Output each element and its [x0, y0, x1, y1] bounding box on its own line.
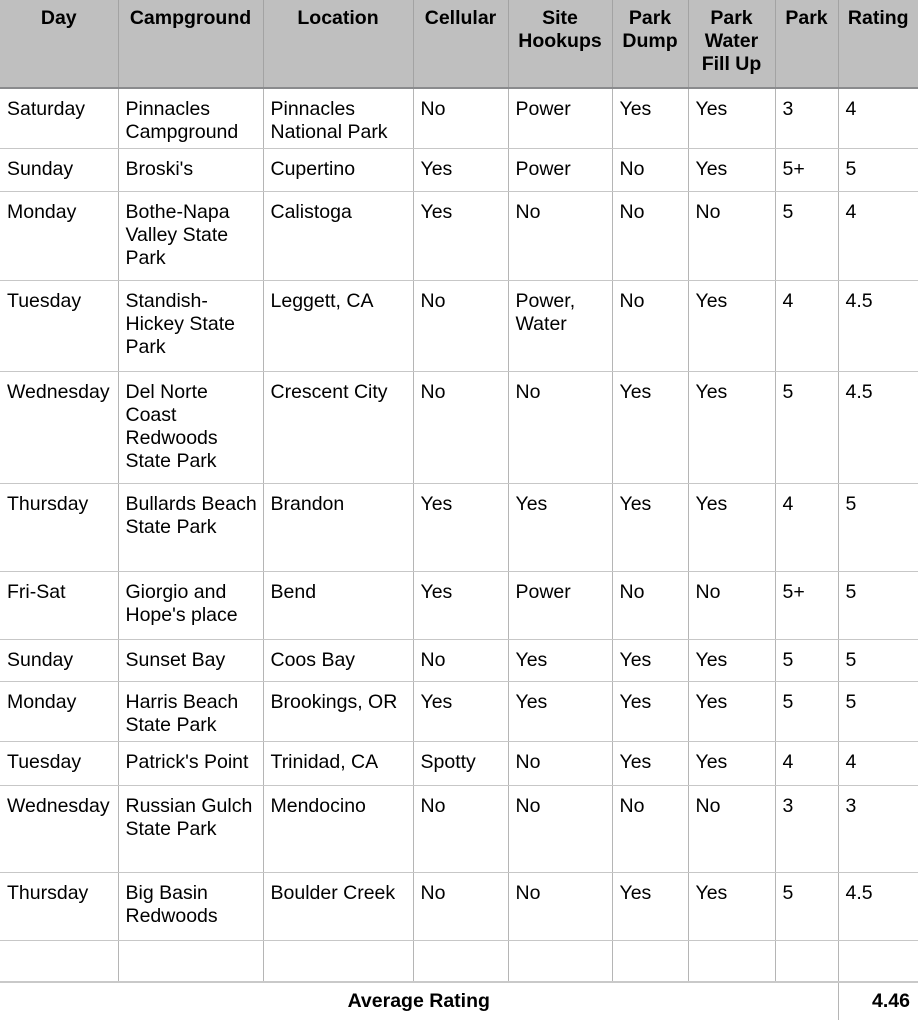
table-cell: Wednesday [0, 372, 118, 484]
table-cell: No [688, 572, 775, 640]
table-cell [612, 941, 688, 982]
table-cell [838, 941, 918, 982]
table-cell: Yes [508, 640, 612, 682]
col-header-park: Park [775, 0, 838, 88]
table-cell: Yes [688, 742, 775, 786]
table-cell: No [508, 742, 612, 786]
table-cell: Sunset Bay [118, 640, 263, 682]
table-cell: Yes [688, 484, 775, 572]
table-body [0, 88, 918, 982]
table-cell: No [508, 192, 612, 281]
average-rating-value: 4.46 [838, 982, 918, 1020]
table-cell: Yes [508, 484, 612, 572]
table-cell: Russian Gulch State Park [118, 786, 263, 873]
col-header-cellular: Cellular [413, 0, 508, 88]
table-cell: Yes [688, 682, 775, 742]
table-cell: Yes [508, 682, 612, 742]
table-cell: Monday [0, 192, 118, 281]
table-row [0, 372, 918, 484]
table-cell: 5 [775, 640, 838, 682]
table-cell: No [612, 281, 688, 372]
table-cell: Bothe-Napa Valley State Park [118, 192, 263, 281]
table-cell: Boulder Creek [263, 873, 413, 941]
table-cell: 5 [838, 484, 918, 572]
table-cell: Yes [612, 640, 688, 682]
table-cell: Del Norte Coast Redwoods State Park [118, 372, 263, 484]
table-cell: Standish-Hickey State Park [118, 281, 263, 372]
table-cell: Saturday [0, 88, 118, 149]
table-cell: Yes [413, 484, 508, 572]
table-cell: Trinidad, CA [263, 742, 413, 786]
table-cell: Crescent City [263, 372, 413, 484]
table-cell: 5+ [775, 149, 838, 192]
table-cell: 4 [775, 742, 838, 786]
table-row [0, 682, 918, 742]
table-cell: Patrick's Point [118, 742, 263, 786]
table-cell: Tuesday [0, 281, 118, 372]
table-cell: Brookings, OR [263, 682, 413, 742]
table-cell: Yes [612, 682, 688, 742]
average-rating-label: Average Rating [0, 982, 838, 1020]
col-header-location: Location [263, 0, 413, 88]
table-row [0, 572, 918, 640]
table-cell: No [688, 192, 775, 281]
table-cell: 4 [838, 742, 918, 786]
col-header-park-dump: Park Dump [612, 0, 688, 88]
table-cell: Yes [612, 88, 688, 149]
table-cell: No [612, 192, 688, 281]
table-cell: No [508, 873, 612, 941]
table-cell [413, 941, 508, 982]
header-row [0, 0, 918, 88]
table-cell: Yes [612, 873, 688, 941]
table-cell: Cupertino [263, 149, 413, 192]
table-cell: Brandon [263, 484, 413, 572]
table-cell: Pinnacles Campground [118, 88, 263, 149]
table-cell: No [413, 640, 508, 682]
col-header-day: Day [0, 0, 118, 88]
table-cell: 4 [838, 88, 918, 149]
table-cell: 5+ [775, 572, 838, 640]
table-cell: Harris Beach State Park [118, 682, 263, 742]
table-cell: 5 [838, 640, 918, 682]
table-cell: 5 [775, 192, 838, 281]
table-cell: No [612, 149, 688, 192]
table-cell [508, 941, 612, 982]
table-cell [263, 941, 413, 982]
table-cell: No [413, 88, 508, 149]
table-cell: Yes [612, 484, 688, 572]
table-cell: Yes [413, 192, 508, 281]
table-cell: Spotty [413, 742, 508, 786]
table-cell: No [413, 786, 508, 873]
table-cell: Tuesday [0, 742, 118, 786]
table-row [0, 192, 918, 281]
table-cell [118, 941, 263, 982]
table-cell: 3 [775, 786, 838, 873]
table-cell: 4.5 [838, 372, 918, 484]
table-cell [688, 941, 775, 982]
table-cell [775, 941, 838, 982]
table-cell: 5 [838, 682, 918, 742]
table-cell: Power [508, 88, 612, 149]
table-cell: Yes [688, 372, 775, 484]
table-cell: 4 [775, 281, 838, 372]
table-row [0, 88, 918, 149]
table-cell: Sunday [0, 149, 118, 192]
col-header-campground: Campground [118, 0, 263, 88]
table-cell: No [508, 372, 612, 484]
table-cell: Giorgio and Hope's place [118, 572, 263, 640]
table-cell: Fri-Sat [0, 572, 118, 640]
table-cell: Yes [612, 742, 688, 786]
table-cell: No [413, 873, 508, 941]
table-cell: Calistoga [263, 192, 413, 281]
table-row [0, 786, 918, 873]
table-cell: 4 [838, 192, 918, 281]
table-cell: No [508, 786, 612, 873]
table-cell: Yes [413, 572, 508, 640]
table-cell: 5 [775, 682, 838, 742]
table-cell: No [612, 572, 688, 640]
table-cell: 4 [775, 484, 838, 572]
table-cell: Yes [688, 88, 775, 149]
table-cell [0, 941, 118, 982]
table-row [0, 873, 918, 941]
table-cell: 3 [775, 88, 838, 149]
table-cell: Leggett, CA [263, 281, 413, 372]
table-cell: 4.5 [838, 873, 918, 941]
table-row [0, 149, 918, 192]
table-row [0, 941, 918, 982]
col-header-rating: Rating [838, 0, 918, 88]
table-cell: 4.5 [838, 281, 918, 372]
table-cell: No [413, 281, 508, 372]
table-cell: Bullards Beach State Park [118, 484, 263, 572]
table-cell: Mendocino [263, 786, 413, 873]
table-cell: Wednesday [0, 786, 118, 873]
col-header-park-water-fill-up: Park Water Fill Up [688, 0, 775, 88]
table-cell: 5 [838, 572, 918, 640]
table-cell: Broski's [118, 149, 263, 192]
col-header-site-hookups: Site Hookups [508, 0, 612, 88]
table-cell: Monday [0, 682, 118, 742]
table-cell: Power [508, 572, 612, 640]
table-cell: 5 [775, 372, 838, 484]
table-row [0, 640, 918, 682]
table-cell: Coos Bay [263, 640, 413, 682]
table-cell: Yes [688, 640, 775, 682]
average-rating-row [0, 982, 918, 1020]
table-cell: Big Basin Redwoods [118, 873, 263, 941]
table-row [0, 484, 918, 572]
table-cell: Bend [263, 572, 413, 640]
table-cell: 5 [775, 873, 838, 941]
table-cell: Yes [413, 149, 508, 192]
table-cell: Thursday [0, 873, 118, 941]
table-cell: Power, Water [508, 281, 612, 372]
table-cell: Pinnacles National Park [263, 88, 413, 149]
table-cell: No [688, 786, 775, 873]
table-row [0, 281, 918, 372]
table-cell: 3 [838, 786, 918, 873]
table-cell: Yes [688, 149, 775, 192]
table-cell: Yes [612, 372, 688, 484]
table-cell: Thursday [0, 484, 118, 572]
table-cell: No [413, 372, 508, 484]
table-cell: Yes [688, 873, 775, 941]
table-cell: Yes [413, 682, 508, 742]
table-cell: Yes [688, 281, 775, 372]
table-cell: Power [508, 149, 612, 192]
table-cell: Sunday [0, 640, 118, 682]
table-cell: No [612, 786, 688, 873]
table-cell: 5 [838, 149, 918, 192]
table-row [0, 742, 918, 786]
